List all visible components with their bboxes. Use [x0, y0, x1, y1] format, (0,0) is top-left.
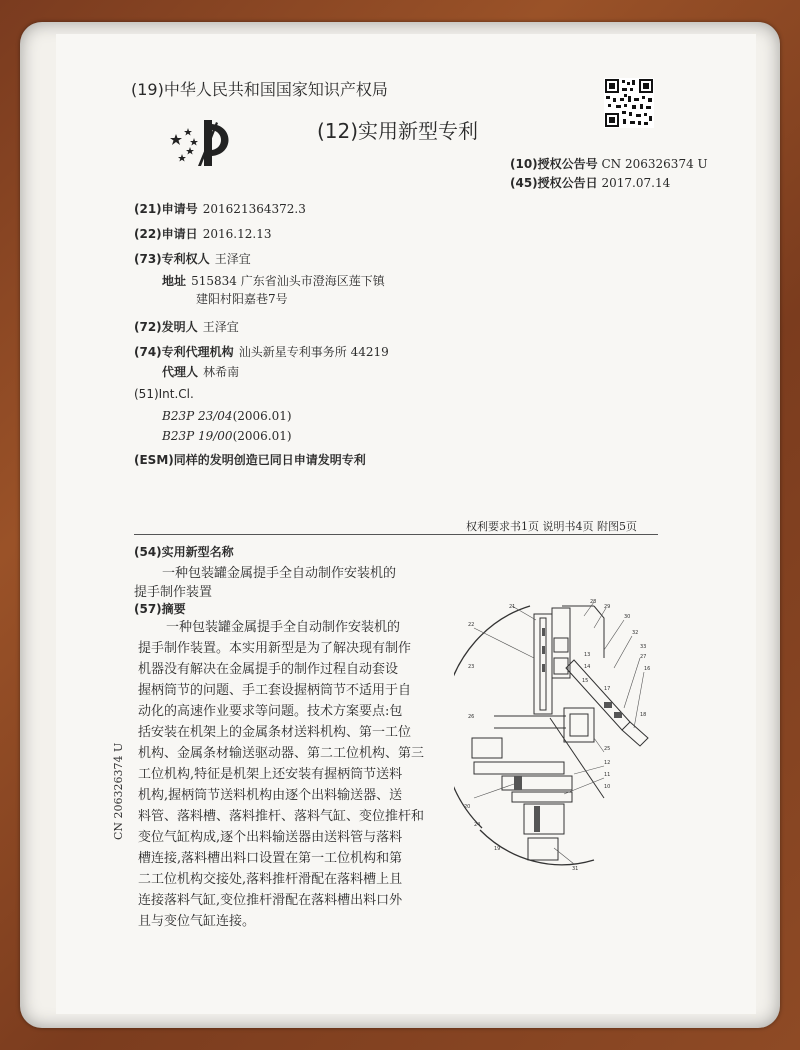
drawing-label: 18 [640, 712, 647, 718]
app-no-label: (21)申请号 [134, 202, 198, 216]
agent-row [162, 361, 239, 380]
drawing-label: 23 [468, 664, 475, 670]
technical-drawing [454, 598, 666, 874]
app-no: 201621364372.3 [202, 202, 306, 216]
drawing-label: 16 [644, 666, 651, 672]
pub-number: CN 206326374 U [601, 157, 708, 171]
abstract-line: 一种包装罐金属提手全自动制作安装机的 [166, 620, 401, 635]
address-label: 地址 [162, 274, 187, 288]
abstract-line: 括安装在机架上的金属条材送料机构、第一工位 [138, 725, 412, 740]
drawing-label: 31 [572, 866, 579, 872]
abstract-line: 机器没有解决在金属提手的制作过程自动套设 [138, 662, 399, 677]
drawing-label: 15 [582, 678, 589, 684]
abstract-line: 且与变位气缸连接。 [138, 914, 256, 929]
inventor-label: (72)发明人 [134, 320, 198, 334]
pub-date: 2017.07.14 [601, 176, 671, 190]
intcl-row-2 [162, 425, 292, 444]
drawing-label: 30 [624, 614, 631, 620]
drawing-label: 26 [468, 714, 475, 720]
side-pub-number: CN 206326374 U [112, 742, 125, 840]
intcl-code-1: B23P 23/04 [162, 409, 233, 423]
drawing-label: 12 [604, 760, 611, 766]
pub-number-row [510, 155, 708, 172]
app-date-label: (22)申请日 [134, 227, 198, 241]
drawing-label: 10 [604, 784, 611, 790]
abstract-line: 提手制作装置。本实用新型是为了解决现有制作 [138, 641, 412, 656]
drawing-label: 27 [640, 654, 647, 660]
pub-number-label: (10)授权公告号 [510, 157, 598, 171]
title-line-1: 一种包装罐金属提手全自动制作安装机的 [162, 566, 397, 581]
abstract-line: 变位气缸构成,逐个出料输送器由送料管与落料 [138, 830, 403, 845]
abstract-line: 工位机构,特征是机架上还安装有握柄筒节送料 [138, 767, 403, 782]
drawing-label: 25 [604, 746, 611, 752]
abstract-line: 机构,握柄筒节送料机构由逐个出料输送器、送 [138, 788, 403, 803]
agent-label: 代理人 [162, 365, 199, 379]
drawing-label: 24 [474, 822, 481, 828]
app-no-row [134, 198, 306, 217]
intcl-ver-2: (2006.01) [232, 429, 292, 443]
qr-code-icon [604, 78, 654, 128]
inventor: 王泽宜 [202, 320, 239, 334]
drawing-label: 33 [640, 644, 647, 650]
app-date-row [134, 223, 271, 242]
intcl-ver-1: (2006.01) [232, 409, 292, 423]
doc-type-title: (12)实用新型专利 [317, 119, 479, 143]
authority-header: (19)中华人民共和国国家知识产权局 [131, 80, 388, 99]
drawing-label: 28 [590, 599, 597, 605]
abstract-line: 料管、落料槽、落料推杆、落料气缸、变位推杆和 [138, 809, 425, 824]
patentee: 王泽宜 [214, 252, 251, 266]
patentee-label: (73)专利权人 [134, 252, 210, 266]
esm-note: (ESM)同样的发明创造已同日申请发明专利 [134, 453, 366, 467]
inventor-row [134, 316, 239, 335]
abstract-line: 握柄筒节的问题、手工套设握柄筒节不适用于自 [138, 683, 412, 698]
drawing-label: 11 [604, 772, 611, 778]
drawing-label: 13 [584, 652, 591, 658]
address-line-2: 建阳村阳嘉巷7号 [196, 292, 288, 306]
abstract-line: 连接落料气缸,变位推杆滑配在落料槽出料口外 [138, 893, 403, 908]
divider [134, 534, 658, 535]
drawing-label: 20 [464, 804, 471, 810]
agency-label: (74)专利代理机构 [134, 345, 234, 359]
drawing-label: 19 [494, 846, 501, 852]
app-date: 2016.12.13 [202, 227, 272, 241]
intcl-row-1 [162, 405, 292, 424]
abstract-label: (57)摘要 [134, 602, 186, 616]
agency-row [134, 341, 389, 360]
drawing-label: 17 [604, 686, 611, 692]
pub-date-row [510, 174, 670, 191]
pub-date-label: (45)授权公告日 [510, 176, 598, 190]
cnipa-logo-icon [168, 114, 240, 172]
drawing-label: 32 [632, 630, 639, 636]
abstract-line: 机构、金属条材输送驱动器、第二工位机构、第三 [138, 746, 425, 761]
intcl-label: (51)Int.Cl. [134, 387, 194, 401]
abstract-line: 槽连接,落料槽出料口设置在第一工位机构和第 [138, 851, 403, 866]
address-line-1: 515834 广东省汕头市澄海区莲下镇 [191, 274, 385, 288]
agent: 林希南 [203, 365, 240, 379]
page-info: 权利要求书1页 说明书4页 附图5页 [466, 520, 637, 533]
drawing-label: 14 [584, 664, 591, 670]
intcl-code-2: B23P 19/00 [162, 429, 233, 443]
drawing-label: 21 [509, 604, 516, 610]
drawing-label: 22 [468, 622, 475, 628]
title-line-2: 提手制作装置 [134, 585, 213, 600]
abstract-line: 二工位机构交接处,落料推杆滑配在落料槽上且 [138, 872, 403, 887]
address-row [162, 270, 385, 289]
title-label: (54)实用新型名称 [134, 545, 234, 559]
drawing-label: 29 [604, 604, 611, 610]
agency: 汕头新星专利事务所 44219 [238, 345, 389, 359]
patentee-row [134, 248, 251, 267]
abstract-line: 动化的高速作业要求等问题。技术方案要点:包 [138, 704, 403, 719]
